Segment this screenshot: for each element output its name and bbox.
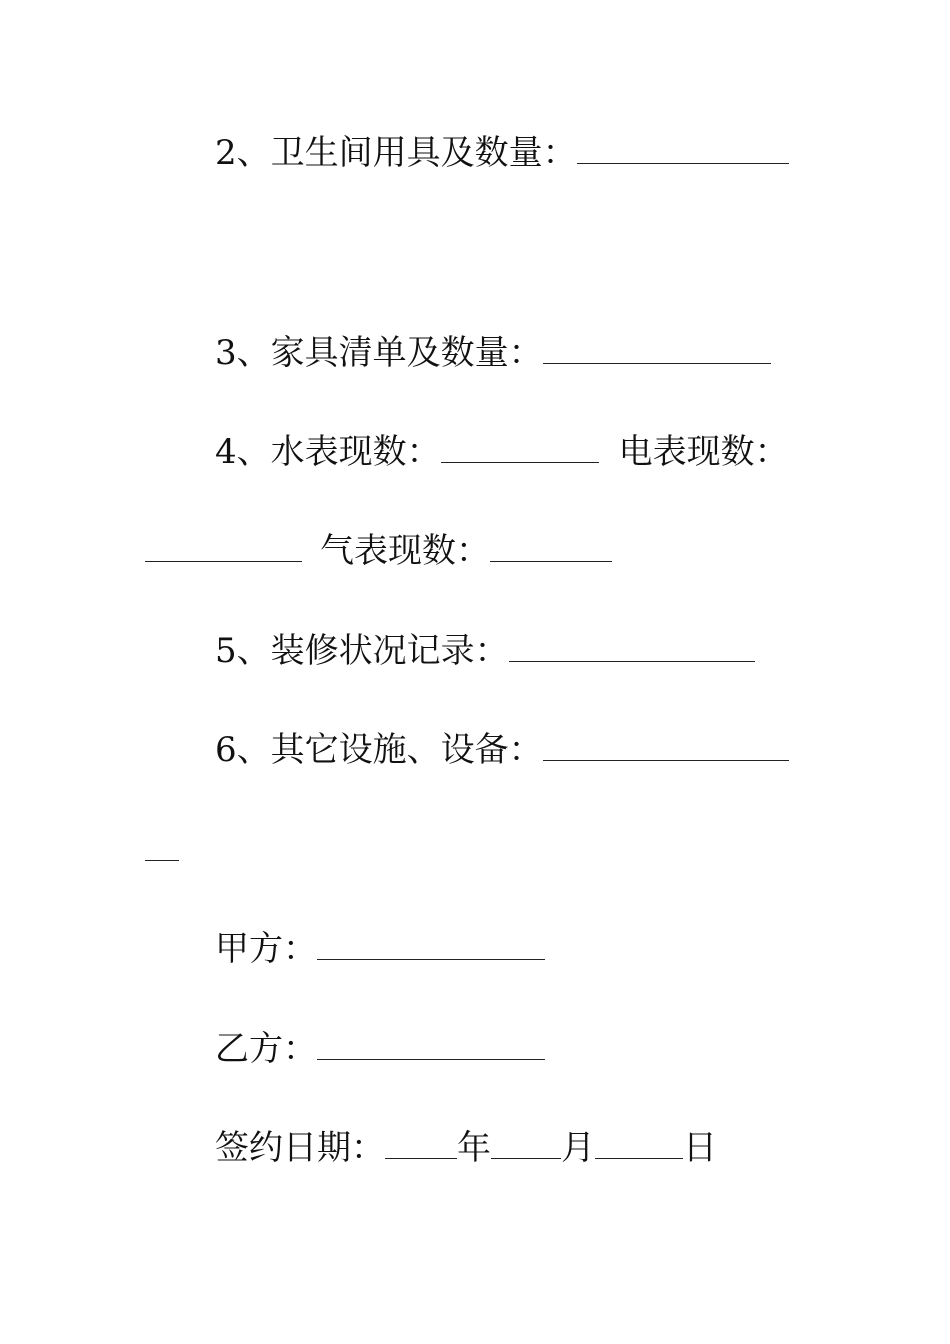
other-blank — [543, 730, 789, 761]
electric-meter-label: 电表现数： — [618, 432, 789, 472]
item-bathroom — [215, 133, 789, 173]
party-a-label: 甲方： — [215, 929, 317, 969]
electric-meter-blank — [145, 531, 302, 562]
other-blank-continued — [145, 830, 179, 861]
party-a-blank — [317, 929, 545, 960]
sign-date-label: 签约日期： — [215, 1128, 385, 1168]
other-label: 6、其它设施、设备： — [215, 730, 543, 770]
decoration-blank — [509, 631, 755, 662]
furniture-blank — [543, 333, 771, 364]
party-b-line — [215, 1029, 545, 1069]
item-decoration — [215, 631, 755, 671]
year-label: 年 — [457, 1128, 491, 1168]
furniture-label: 3、家具清单及数量： — [215, 333, 543, 373]
item-meters-continued — [145, 531, 612, 571]
item-meters — [215, 432, 789, 472]
day-blank — [595, 1128, 683, 1159]
month-label: 月 — [561, 1128, 595, 1168]
party-b-blank — [317, 1029, 545, 1060]
day-label: 日 — [683, 1128, 717, 1168]
item-other — [215, 730, 789, 770]
party-b-label: 乙方： — [215, 1029, 317, 1069]
year-blank — [385, 1128, 457, 1159]
party-a-line — [215, 929, 545, 969]
decoration-label: 5、装修状况记录： — [215, 631, 509, 671]
bathroom-blank — [577, 133, 789, 164]
item-other-continued — [145, 830, 179, 870]
water-meter-blank — [441, 432, 599, 463]
month-blank — [491, 1128, 561, 1159]
gas-meter-label: 气表现数： — [320, 531, 490, 571]
gas-meter-blank — [490, 531, 612, 562]
sign-date-line — [215, 1128, 717, 1168]
bathroom-label: 2、卫生间用具及数量： — [215, 133, 577, 173]
water-meter-label: 4、水表现数： — [215, 432, 441, 472]
item-furniture — [215, 333, 771, 373]
